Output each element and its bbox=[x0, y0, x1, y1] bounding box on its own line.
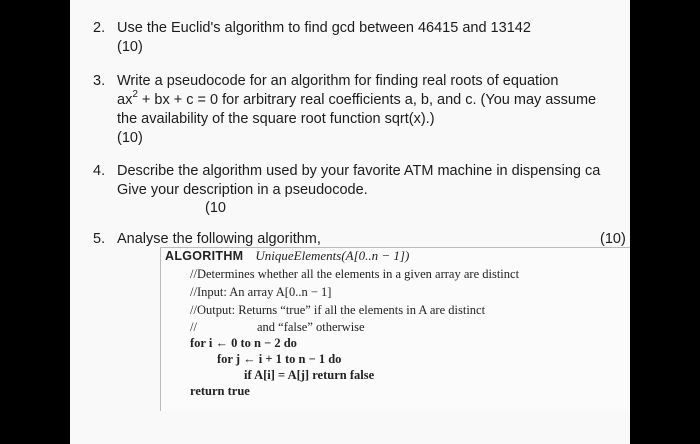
condition-line: if A[i] = A[j] return false bbox=[244, 368, 375, 382]
q3-text-line3: the availability of the square root function sqrt(x).) bbox=[117, 111, 435, 127]
q2-text: Use the Euclid's algorithm to find gcd between 46415 and 13142 bbox=[117, 20, 531, 36]
q4-marks: (10 bbox=[205, 200, 226, 216]
comment-input: //Input: An array A[0..n − 1] bbox=[190, 285, 332, 299]
comment-purpose: //Determines whether all the elements in a given array are distinct bbox=[190, 267, 520, 281]
q5-number: 5. bbox=[93, 231, 106, 247]
q3-number: 3. bbox=[93, 73, 106, 89]
comment-continuation-slashes: // bbox=[190, 320, 197, 334]
algorithm-keyword: ALGORITHM bbox=[165, 249, 244, 263]
q4-text-line2: Give your description in a pseudocode. bbox=[117, 182, 368, 198]
q2-marks: (10) bbox=[117, 39, 143, 55]
q3-equation-line bbox=[117, 91, 596, 110]
comment-output: //Output: Returns “true” if all the elements in A are distinct bbox=[190, 303, 486, 317]
algorithm-signature: UniqueElements(A[0..n − 1]) bbox=[255, 248, 410, 263]
q3-marks: (10) bbox=[117, 130, 143, 146]
q3-text-line1: Write a pseudocode for an algorithm for finding real roots of equation bbox=[117, 73, 559, 89]
document-page bbox=[70, 0, 630, 444]
q5-marks: (10) bbox=[600, 231, 626, 247]
algorithm-header bbox=[165, 247, 409, 265]
outer-loop-line: for i ← 0 to n − 2 do bbox=[190, 336, 297, 350]
q4-number: 4. bbox=[93, 163, 106, 179]
q5-text: Analyse the following algorithm, bbox=[117, 231, 321, 247]
inner-loop-line: for j ← i + 1 to n − 1 do bbox=[217, 352, 342, 366]
q3-eq-rest: + bx + c = 0 for arbitrary real coefficients a, b, and c. (You may assume bbox=[141, 92, 597, 108]
q3-eq-ax: ax bbox=[117, 92, 133, 108]
q4-text-line1: Describe the algorithm used by your favorite ATM machine in dispensing ca bbox=[117, 163, 601, 179]
comment-continuation-text: and “false” otherwise bbox=[257, 320, 365, 334]
q3-eq-exponent: 2 bbox=[132, 89, 138, 100]
return-line: return true bbox=[190, 384, 250, 398]
q2-number: 2. bbox=[93, 20, 106, 36]
